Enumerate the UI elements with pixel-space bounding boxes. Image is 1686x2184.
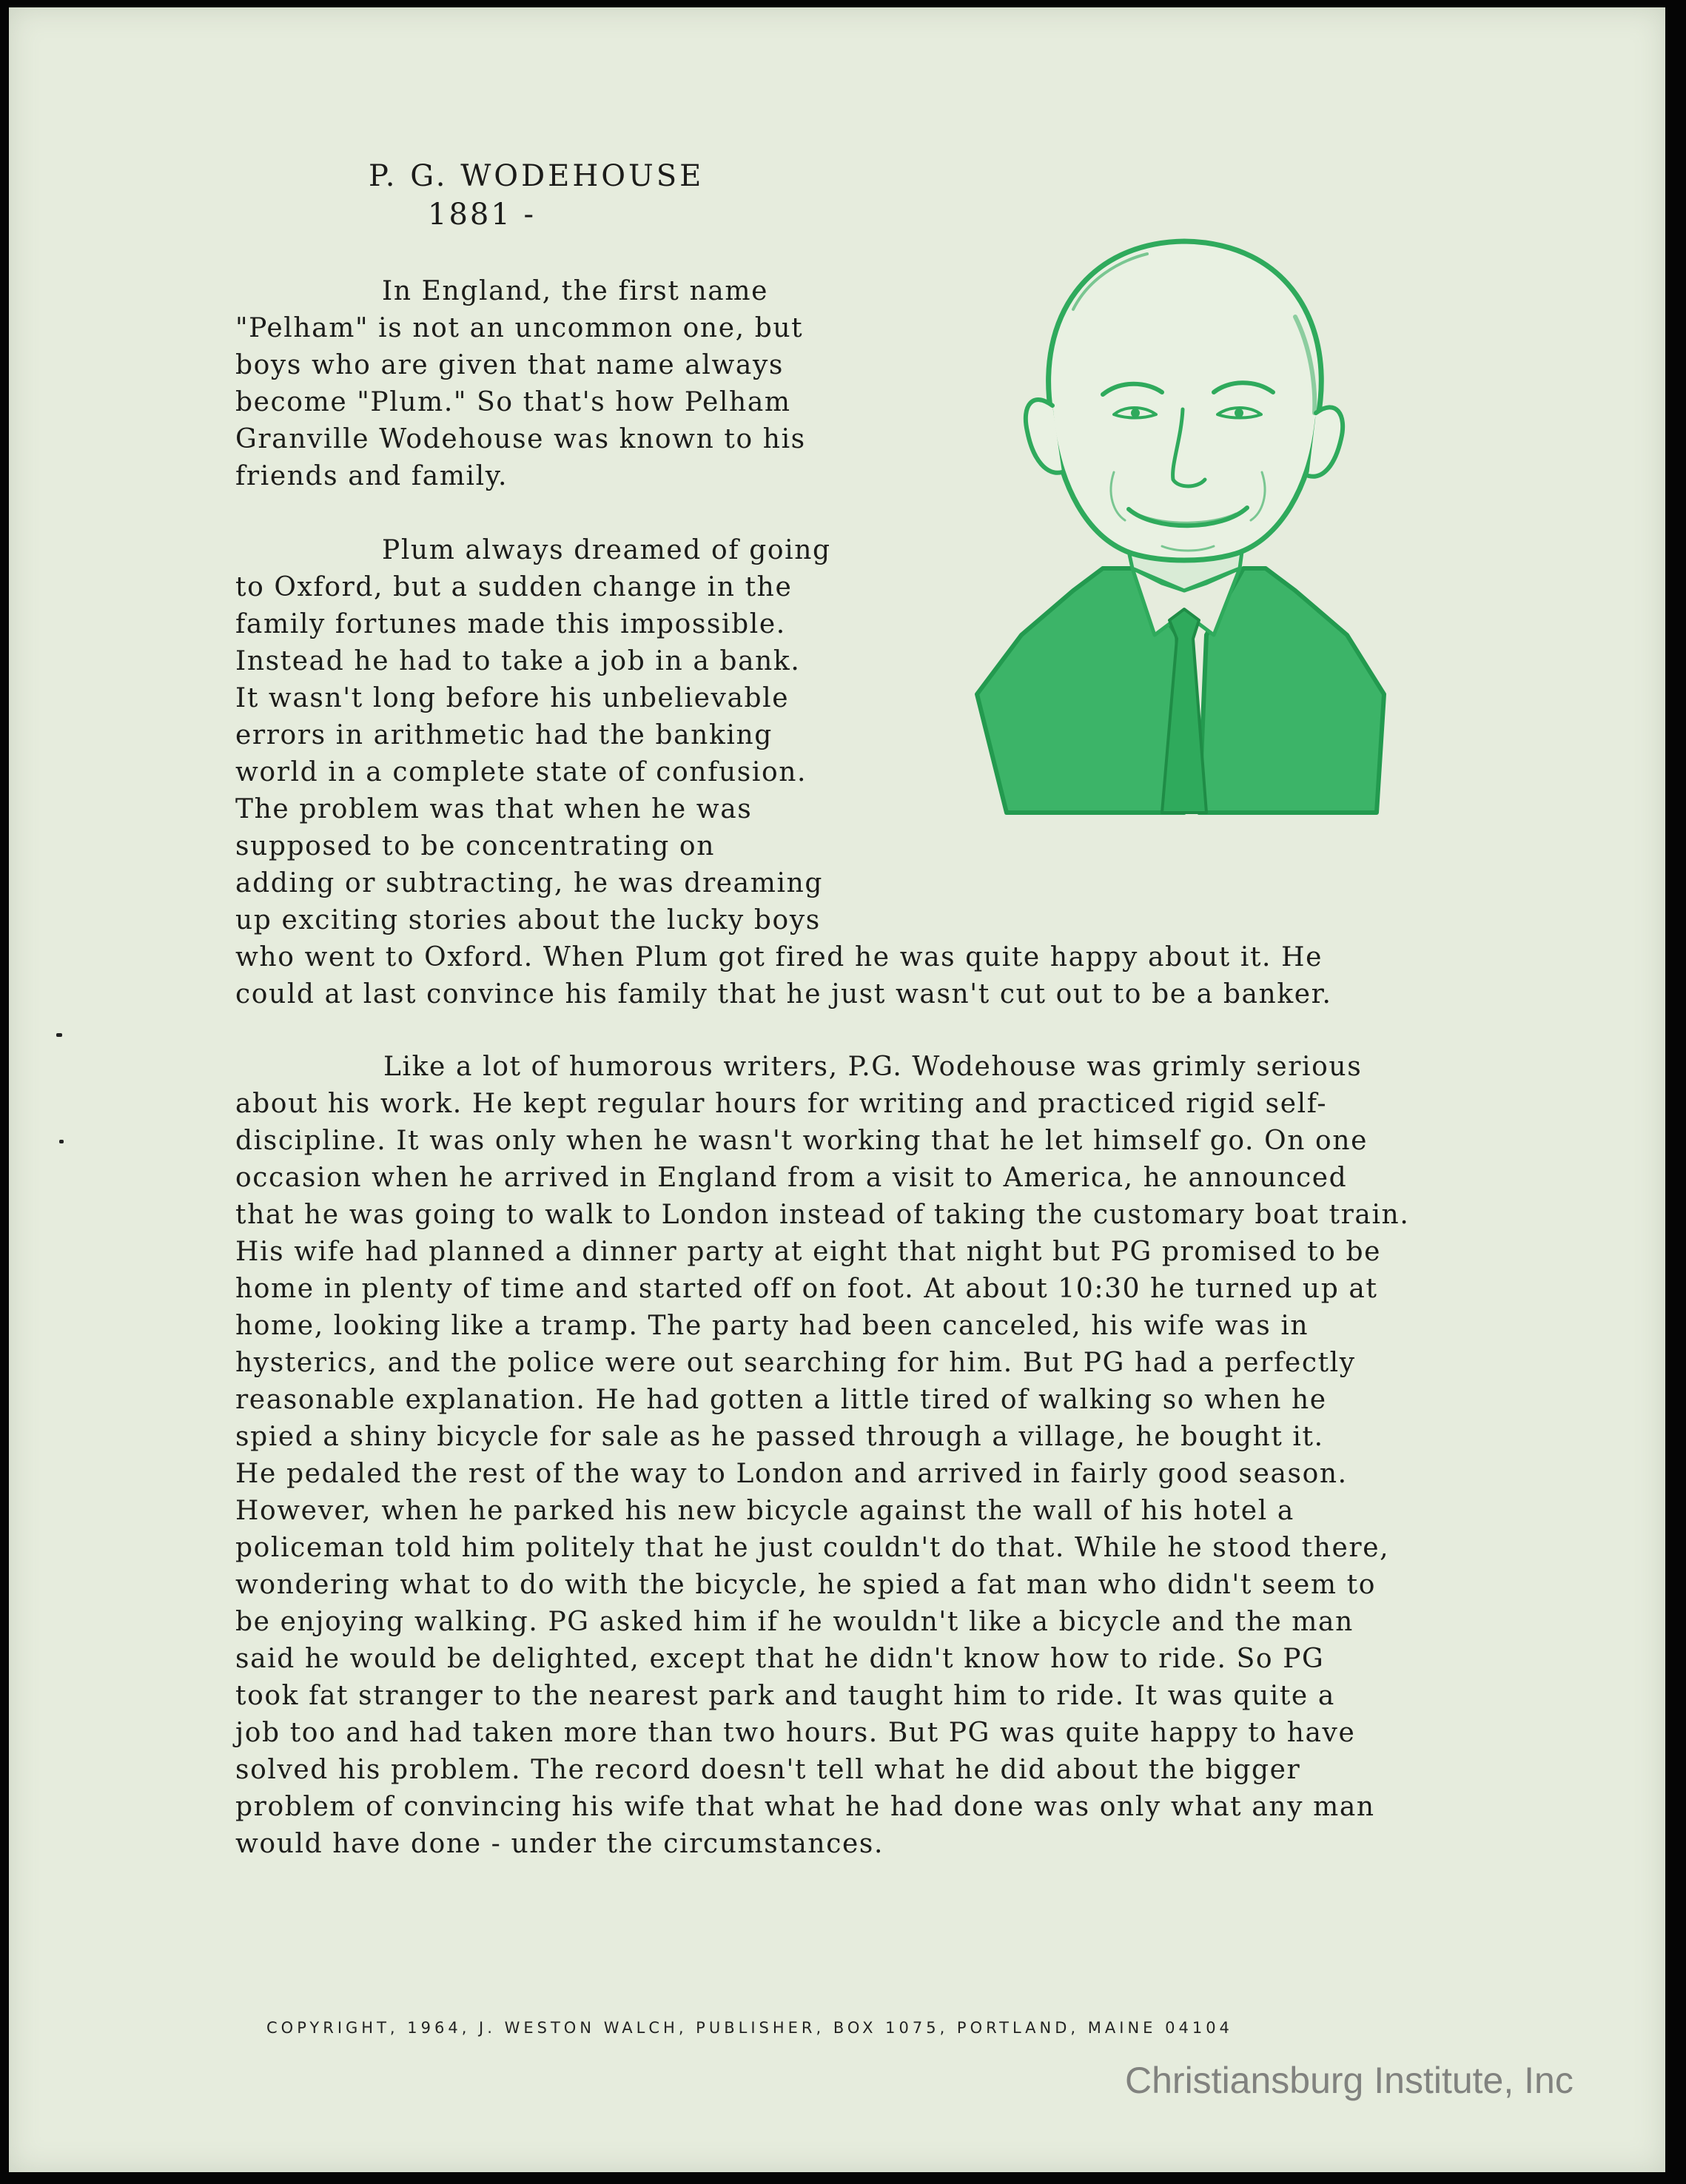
document-sheet xyxy=(9,7,1665,2172)
text-line: family fortunes made this impossible. xyxy=(235,609,786,639)
text-line: job too and had taken more than two hours. But PG was quite happy to have xyxy=(235,1718,1356,1748)
text-line: could at last convince his family that he just wasn't cut out to be a banker. xyxy=(235,979,1332,1009)
text-line: to Oxford, but a sudden change in the xyxy=(235,572,793,602)
text-line: The problem was that when he was xyxy=(235,794,753,824)
text-line: took fat stranger to the nearest park and taught him to ride. It was quite a xyxy=(235,1681,1335,1711)
text-line: boys who are given that name always xyxy=(235,350,784,380)
text-line: world in a complete state of confusion. xyxy=(235,757,807,787)
text-line: problem of convincing his wife that what he had done was only what any man xyxy=(235,1792,1375,1822)
text-line: Granville Wodehouse was known to his xyxy=(235,424,806,454)
text-line: home in plenty of time and started off on foot. At about 10:30 he turned up at xyxy=(235,1274,1378,1304)
text-line: about his work. He kept regular hours for writing and practiced rigid self- xyxy=(235,1089,1328,1119)
text-line: "Pelham" is not an uncommon one, but xyxy=(235,313,804,343)
text-line: He pedaled the rest of the way to London and arrived in fairly good season. xyxy=(235,1459,1348,1489)
page-title: P. G. WODEHOUSE xyxy=(369,159,705,193)
text-line: become "Plum." So that's how Pelham xyxy=(235,387,791,417)
copyright-line: COPYRIGHT, 1964, J. WESTON WALCH, PUBLISHER, BOX 1075, PORTLAND, MAINE 04104 xyxy=(266,2019,1233,2037)
text-line: solved his problem. The record doesn't tell what he did about the bigger xyxy=(235,1755,1301,1785)
text-line: occasion when he arrived in England from a visit to America, he announced xyxy=(235,1163,1348,1193)
text-line: be enjoying walking. PG asked him if he wouldn't like a bicycle and the man xyxy=(235,1607,1354,1637)
margin-mark xyxy=(56,1033,62,1037)
text-line: spied a shiny bicycle for sale as he passed through a village, he bought it. xyxy=(235,1422,1324,1452)
life-years: 1881 - xyxy=(428,198,537,232)
text-line: discipline. It was only when he wasn't working that he let himself go. On one xyxy=(235,1126,1368,1156)
paragraph-3 xyxy=(235,1049,1409,1863)
text-line: friends and family. xyxy=(235,461,508,491)
text-line: wondering what to do with the bicycle, he spied a fat man who didn't seem to xyxy=(235,1570,1376,1600)
text-line: who went to Oxford. When Plum got fired he was quite happy about it. He xyxy=(235,942,1323,972)
watermark: Christiansburg Institute, Inc xyxy=(1125,2060,1574,2101)
text-line: His wife had planned a dinner party at eight that night but PG promised to be xyxy=(235,1237,1382,1267)
text-line: would have done - under the circumstances. xyxy=(235,1829,884,1859)
paragraph-1 xyxy=(235,273,806,495)
portrait-illustration-icon xyxy=(962,221,1399,835)
text-line: policeman told him politely that he just couldn't do that. While he stood there, xyxy=(235,1533,1390,1563)
text-line: It wasn't long before his unbelievable xyxy=(235,683,790,713)
text-line: said he would be delighted, except that he didn't know how to ride. So PG xyxy=(235,1644,1325,1674)
text-line: up exciting stories about the lucky boys xyxy=(235,905,821,935)
text-line: Plum always dreamed of going xyxy=(382,535,831,565)
text-line: errors in arithmetic had the banking xyxy=(235,720,773,750)
text-line: Like a lot of humorous writers, P.G. Wodehouse was grimly serious xyxy=(383,1052,1363,1082)
text-line: Instead he had to take a job in a bank. xyxy=(235,646,801,676)
text-line: However, when he parked his new bicycle against the wall of his hotel a xyxy=(235,1496,1294,1526)
text-line: reasonable explanation. He had gotten a little tired of walking so when he xyxy=(235,1385,1327,1415)
text-line: adding or subtracting, he was dreaming xyxy=(235,868,824,898)
text-line: hysterics, and the police were out searching for him. But PG had a perfectly xyxy=(235,1348,1356,1378)
margin-mark xyxy=(59,1140,64,1143)
text-line: home, looking like a tramp. The party had been canceled, his wife was in xyxy=(235,1311,1309,1341)
text-line: supposed to be concentrating on xyxy=(235,831,715,861)
text-line: In England, the first name xyxy=(382,276,768,306)
text-line: that he was going to walk to London instead of taking the customary boat train. xyxy=(235,1200,1410,1230)
